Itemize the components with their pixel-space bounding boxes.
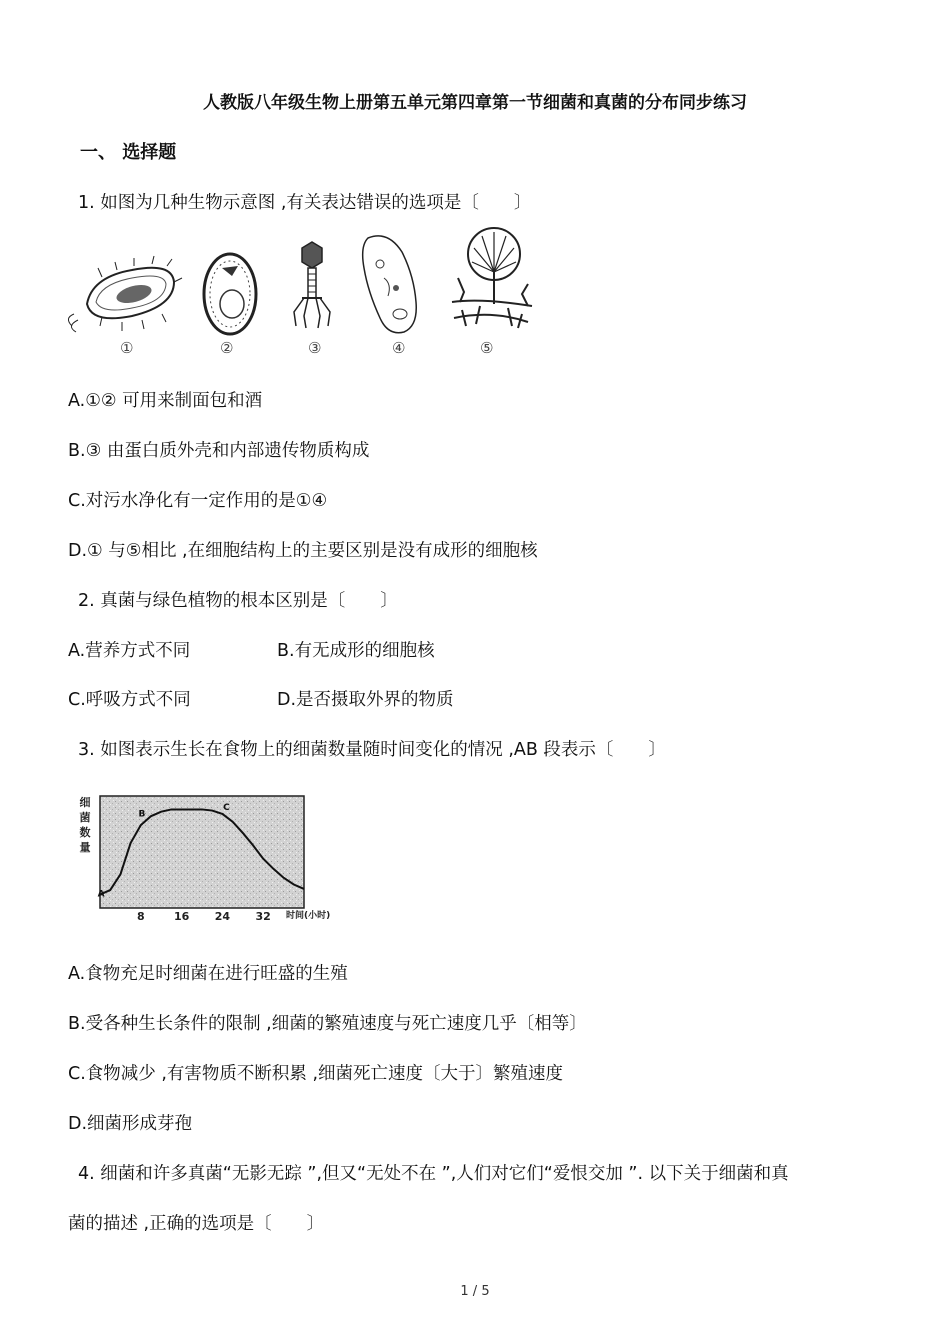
x-tick-label-16: 16 [173, 910, 190, 923]
figure-label-4: ④ [392, 339, 406, 357]
bacteria-growth-chart [72, 782, 342, 930]
figure-label-5: ⑤ [480, 339, 494, 357]
yeast-illustration [204, 254, 256, 357]
y-axis-label-char: 量 [79, 841, 91, 854]
paramecium-illustration [363, 236, 417, 357]
figure-label-1: ① [120, 339, 134, 357]
x-tick-label-24: 24 [214, 910, 231, 923]
q1-option-a[interactable]: A.①② 可用来制面包和酒 [68, 391, 263, 411]
section-heading: 一、 选择题 [80, 142, 177, 163]
q3-option-a[interactable]: A.食物充足时细菌在进行旺盛的生殖 [68, 964, 348, 984]
page-number: 1 / 5 [460, 1284, 490, 1299]
question-4-stem-line1: 4. 细菌和许多真菌“无影无踪 ”,但又“无处不在 ”,人们对它们“爱恨交加 ”. 以下关于细菌和真 [78, 1164, 789, 1184]
x-tick-label-32: 32 [255, 910, 271, 923]
bacteriophage-illustration [294, 242, 330, 357]
y-axis-label-char: 细 [79, 796, 91, 809]
y-axis-label-char: 数 [79, 826, 91, 839]
q3-option-c[interactable]: C.食物减少 ,有害物质不断积累 ,细菌死亡速度〔大于〕繁殖速度 [68, 1064, 564, 1084]
q2-option-c[interactable]: C.呼吸方式不同 [68, 690, 191, 710]
mold-illustration [452, 228, 532, 357]
q1-organism-figure [62, 222, 542, 362]
figure-label-3: ③ [308, 339, 322, 357]
x-axis-label: 时间(小时) [286, 911, 331, 921]
plot-area [97, 796, 304, 908]
q3-option-d[interactable]: D.细菌形成芽孢 [68, 1114, 193, 1134]
q2-option-d[interactable]: D.是否摄取外界的物质 [277, 690, 454, 710]
q3-option-b[interactable]: B.受各种生长条件的限制 ,细菌的繁殖速度与死亡速度几乎〔相等〕 [68, 1014, 587, 1034]
bacterium-illustration [68, 256, 182, 357]
point-label-B: B [138, 809, 146, 820]
q1-option-d[interactable]: D.① 与⑤相比 ,在细胞结构上的主要区别是没有成形的细胞核 [68, 541, 538, 561]
question-1-stem: 1. 如图为几种生物示意图 ,有关表达错误的选项是〔 〕 [78, 193, 532, 213]
question-4-stem-line2: 菌的描述 ,正确的选项是〔 〕 [68, 1214, 325, 1234]
q1-option-c[interactable]: C.对污水净化有一定作用的是①④ [68, 491, 328, 511]
point-label-C: C [223, 802, 230, 813]
question-2-stem: 2. 真菌与绿色植物的根本区别是〔 〕 [78, 591, 398, 611]
y-axis-label-char: 菌 [79, 811, 91, 824]
question-3-stem: 3. 如图表示生长在食物上的细菌数量随时间变化的情况 ,AB 段表示〔 〕 [78, 740, 666, 760]
q2-option-a[interactable]: A.营养方式不同 [68, 641, 191, 661]
page-title: 人教版八年级生物上册第五单元第四章第一节细菌和真菌的分布同步练习 [203, 93, 747, 113]
x-tick-label-8: 8 [136, 910, 145, 923]
y-axis-label [80, 795, 91, 854]
q1-option-b[interactable]: B.③ 由蛋白质外壳和内部遗传物质构成 [68, 441, 370, 461]
figure-label-2: ② [220, 339, 234, 357]
point-label-A: A [97, 889, 105, 900]
q2-option-b[interactable]: B.有无成形的细胞核 [277, 641, 435, 661]
